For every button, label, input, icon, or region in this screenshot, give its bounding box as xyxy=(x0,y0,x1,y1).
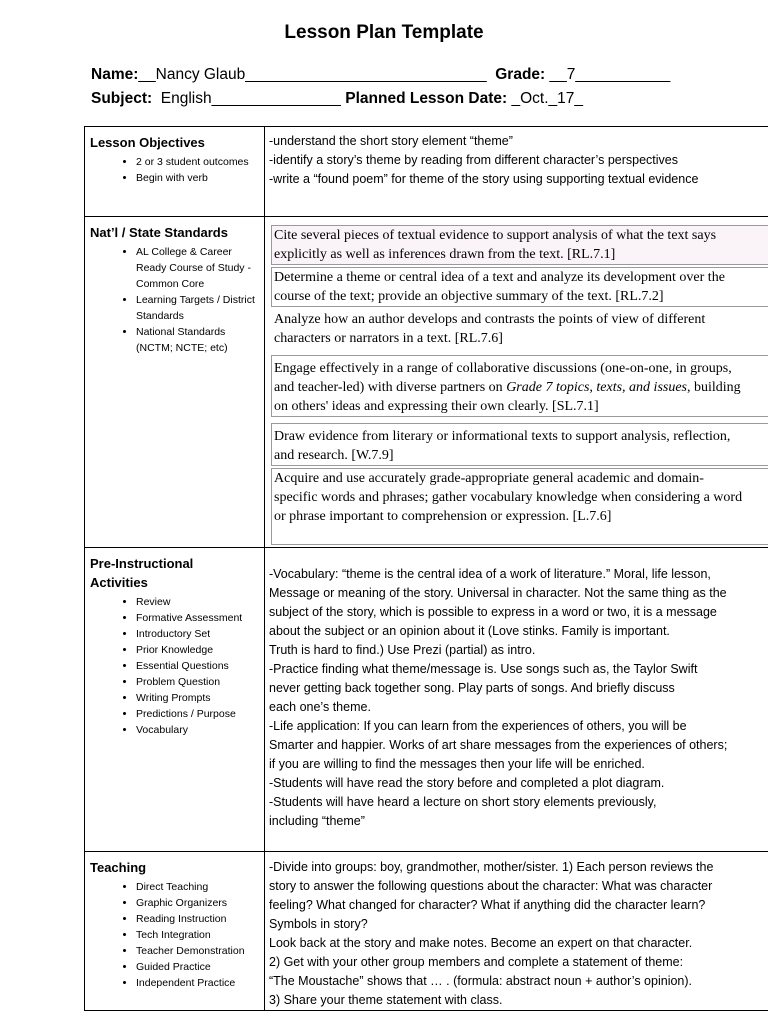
objectives-content-cell xyxy=(265,127,768,217)
standard-rl72 xyxy=(271,267,768,307)
standard-line xyxy=(274,378,768,397)
bullet-item: • Independent Practice xyxy=(136,975,260,991)
bullet-item: • Predictions / Purpose xyxy=(136,706,260,722)
standard-text: and teacher-led) with diverse partners on xyxy=(274,380,507,395)
activity-line: if you are willing to find the messages then your life will be enriched. xyxy=(269,757,645,771)
grade-label: Grade: xyxy=(495,66,546,83)
teaching-line: “The Moustache” shows that … . (formula: abstract noun + author’s opinion). xyxy=(269,974,693,988)
bullet-item: • Writing Prompts xyxy=(136,690,260,706)
teaching-line: feeling? What changed for character? What if anything did the character learn? xyxy=(269,898,706,912)
standard-w79 xyxy=(271,423,768,466)
preinstructional-content-cell xyxy=(265,548,768,852)
bullet-item: • Vocabulary xyxy=(136,722,260,738)
objectives-heading: Lesson Objectives xyxy=(90,135,205,150)
bullet-item: • 2 or 3 student outcomes xyxy=(136,154,260,170)
bullet-item: • Graphic Organizers xyxy=(136,895,260,911)
standard-line: or phrase important to comprehension or expression. [L.7.6] xyxy=(274,509,612,524)
teaching-line: -Divide into groups: boy, grandmother, mother/sister. 1) Each person reviews the xyxy=(269,860,714,874)
activity-line: -Students will have heard a lecture on short story elements previously, xyxy=(269,795,657,809)
teaching-line: story to answer the following questions about the character: What was character xyxy=(269,879,713,893)
objectives-bullets xyxy=(90,154,260,186)
standards-row xyxy=(85,217,768,548)
bullet-item: • National Standards (NCTM; NCTE; etc) xyxy=(136,324,260,356)
bullet-item: • Essential Questions xyxy=(136,658,260,674)
standards-bullets xyxy=(90,244,260,356)
teaching-line: Look back at the story and make notes. Become an expert on that character. xyxy=(269,936,693,950)
subject-date-line xyxy=(91,90,583,108)
bullet-item: • Reading Instruction xyxy=(136,911,260,927)
standard-line: on others' ideas and expressing their own clearly. [SL.7.1] xyxy=(274,399,599,414)
objective-line: -understand the short story element “theme” xyxy=(269,134,513,148)
activity-line: -Vocabulary: “theme is the central idea of a work of literature.” Moral, life lesson, xyxy=(269,567,711,581)
document-title: Lesson Plan Template xyxy=(284,22,484,43)
teaching-label-cell xyxy=(85,852,265,1011)
teaching-bullets xyxy=(90,879,260,991)
date-value: _Oct._17_ xyxy=(511,90,584,107)
standard-line: explicitly as well as inferences drawn from the text. [RL.7.1] xyxy=(274,247,616,262)
standard-rl76 xyxy=(271,309,768,349)
standards-heading: Nat’l / State Standards xyxy=(90,225,228,240)
name-label: Name: xyxy=(91,66,139,83)
activity-line: -Students will have read the story before and completed a plot diagram. xyxy=(269,776,665,790)
subject-label: Subject: xyxy=(91,90,153,107)
activity-line: including “theme” xyxy=(269,814,365,828)
bullet-item: • Begin with verb xyxy=(136,170,260,186)
objectives-row xyxy=(85,127,768,217)
teaching-heading: Teaching xyxy=(90,860,147,875)
standard-line: characters or narrators in a text. [RL.7.6] xyxy=(274,331,503,346)
activity-line: subject of the story, which is possible to express in a word or two, it is a message xyxy=(269,605,717,619)
standard-rl71 xyxy=(271,225,768,265)
activity-line: each one’s theme. xyxy=(269,700,371,714)
activity-line: Message or meaning of the story. Universal in character. Not the same thing as the xyxy=(269,586,727,600)
bullet-item: • Review xyxy=(136,594,260,610)
bullet-item: • AL College & Career Ready Course of Study - Common Core xyxy=(136,244,260,292)
standard-line: Analyze how an author develops and contrasts the points of view of different xyxy=(274,312,706,327)
bullet-item: • Problem Question xyxy=(136,674,260,690)
standard-italic-text: Grade 7 topics, texts, and issues xyxy=(506,380,688,395)
preinstructional-label-cell xyxy=(85,548,265,852)
standard-line: Engage effectively in a range of collaborative discussions (one-on-one, in groups, xyxy=(274,361,732,376)
standard-l76 xyxy=(271,468,768,545)
standard-line: course of the text; provide an objective summary of the text. [RL.7.2] xyxy=(274,289,664,304)
activity-line: -Practice finding what theme/message is. Use songs such as, the Taylor Swift xyxy=(269,662,698,676)
activity-line: Smarter and happier. Works of art share messages from the experiences of others; xyxy=(269,738,728,752)
grade-value: __7___________ xyxy=(549,66,671,83)
subject-value: English_______________ xyxy=(160,90,341,107)
bullet-item: • Introductory Set xyxy=(136,626,260,642)
standard-line: Draw evidence from literary or informational texts to support analysis, reflection, xyxy=(274,429,731,444)
standard-text: , building xyxy=(687,380,741,395)
standard-line: and research. [W.7.9] xyxy=(274,448,394,463)
bullet-item: • Direct Teaching xyxy=(136,879,260,895)
bullet-item: • Prior Knowledge xyxy=(136,642,260,658)
name-value: __Nancy Glaub____________________________ xyxy=(138,66,487,83)
standard-line: specific words and phrases; gather vocabulary knowledge when considering a word xyxy=(274,490,743,505)
activity-line: -Life application: If you can learn from the experiences of others, you will be xyxy=(269,719,687,733)
lesson-plan-table xyxy=(84,126,768,1011)
heading-line: Pre-Instructional xyxy=(90,556,194,571)
standards-content-cell xyxy=(265,217,768,548)
date-label: Planned Lesson Date: xyxy=(345,90,508,107)
standard-line: Cite several pieces of textual evidence to support analysis of what the text says xyxy=(274,228,717,243)
preinstructional-heading xyxy=(90,554,260,592)
teaching-row xyxy=(85,852,768,1011)
standards-label-cell xyxy=(85,217,265,548)
objectives-label-cell xyxy=(85,127,265,217)
standard-line: Determine a theme or central idea of a text and analyze its development over the xyxy=(274,270,725,285)
preinstructional-row xyxy=(85,548,768,852)
bullet-item: • Teacher Demonstration xyxy=(136,943,260,959)
teaching-line: 2) Get with your other group members and complete a statement of theme: xyxy=(269,955,684,969)
bullet-item: • Learning Targets / District Standards xyxy=(136,292,260,324)
name-grade-line xyxy=(91,66,670,84)
bullet-item: • Formative Assessment xyxy=(136,610,260,626)
teaching-content-cell xyxy=(265,852,768,1011)
heading-line: Activities xyxy=(90,575,148,590)
bullet-item: • Guided Practice xyxy=(136,959,260,975)
activity-line: Truth is hard to find.) Use Prezi (partial) as intro. xyxy=(269,643,536,657)
activity-line: about the subject or an opinion about it (Love stinks. Family is important. xyxy=(269,624,670,638)
bullet-item: • Tech Integration xyxy=(136,927,260,943)
teaching-line: Symbols in story? xyxy=(269,917,368,931)
objective-line: -write a “found poem” for theme of the story using supporting textual evidence xyxy=(269,172,699,186)
objective-line: -identify a story’s theme by reading from different character’s perspectives xyxy=(269,153,678,167)
activity-line: never getting back together song. Play parts of songs. And briefly discuss xyxy=(269,681,675,695)
teaching-line: 3) Share your theme statement with class. xyxy=(269,993,503,1007)
preinstructional-bullets xyxy=(90,594,260,738)
standard-sl71 xyxy=(271,355,768,417)
standard-line: Acquire and use accurately grade-appropriate general academic and domain- xyxy=(274,471,704,486)
